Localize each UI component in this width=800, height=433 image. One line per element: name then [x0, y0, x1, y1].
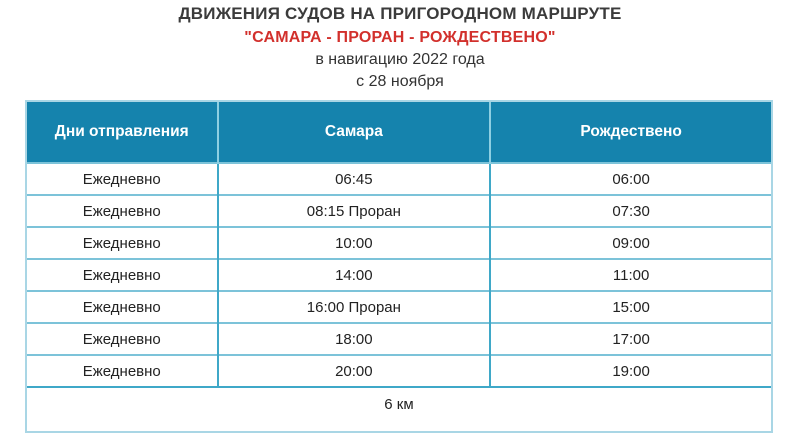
table-row	[27, 355, 771, 387]
samara-time-cell: 14:00	[218, 259, 491, 291]
samara-time-cell: 10:00	[218, 227, 491, 259]
days-cell: Ежедневно	[27, 323, 218, 355]
schedule-table	[25, 100, 773, 433]
samara-time-cell: 08:15 Проран	[218, 195, 491, 227]
samara-time-cell: 18:00	[218, 323, 491, 355]
column-header-samara: Самара	[218, 102, 491, 163]
page-title: ДВИЖЕНИЯ СУДОВ НА ПРИГОРОДНОМ МАРШРУТЕ	[178, 4, 622, 23]
days-cell: Ежедневно	[27, 195, 218, 227]
route-title: "САМАРА - ПРОРАН - РОЖДЕСТВЕНО"	[244, 29, 556, 46]
rozhdestveno-time-cell: 15:00	[490, 291, 771, 323]
table-header-row	[27, 102, 771, 163]
start-date-subtitle: с 28 ноября	[356, 73, 444, 90]
rozhdestveno-time-cell: 19:00	[490, 355, 771, 387]
days-cell: Ежедневно	[27, 355, 218, 387]
samara-time-cell: 16:00 Проран	[218, 291, 491, 323]
table-row	[27, 163, 771, 195]
column-header-rozhdestveno: Рождествено	[490, 102, 771, 163]
days-cell: Ежедневно	[27, 259, 218, 291]
distance-note: 6 км	[27, 387, 771, 431]
season-subtitle: в навигацию 2022 года	[315, 51, 485, 68]
table-row	[27, 195, 771, 227]
table-row	[27, 227, 771, 259]
rozhdestveno-time-cell: 07:30	[490, 195, 771, 227]
days-cell: Ежедневно	[27, 163, 218, 195]
table-row	[27, 291, 771, 323]
table-row	[27, 259, 771, 291]
rozhdestveno-time-cell: 06:00	[490, 163, 771, 195]
rozhdestveno-time-cell: 17:00	[490, 323, 771, 355]
page-header	[0, 0, 800, 91]
rozhdestveno-time-cell: 09:00	[490, 227, 771, 259]
column-header-departure-days: Дни отправления	[27, 102, 218, 163]
table-row	[27, 323, 771, 355]
days-cell: Ежедневно	[27, 227, 218, 259]
samara-time-cell: 20:00	[218, 355, 491, 387]
samara-time-cell: 06:45	[218, 163, 491, 195]
days-cell: Ежедневно	[27, 291, 218, 323]
rozhdestveno-time-cell: 11:00	[490, 259, 771, 291]
table-footer-row	[27, 387, 771, 431]
